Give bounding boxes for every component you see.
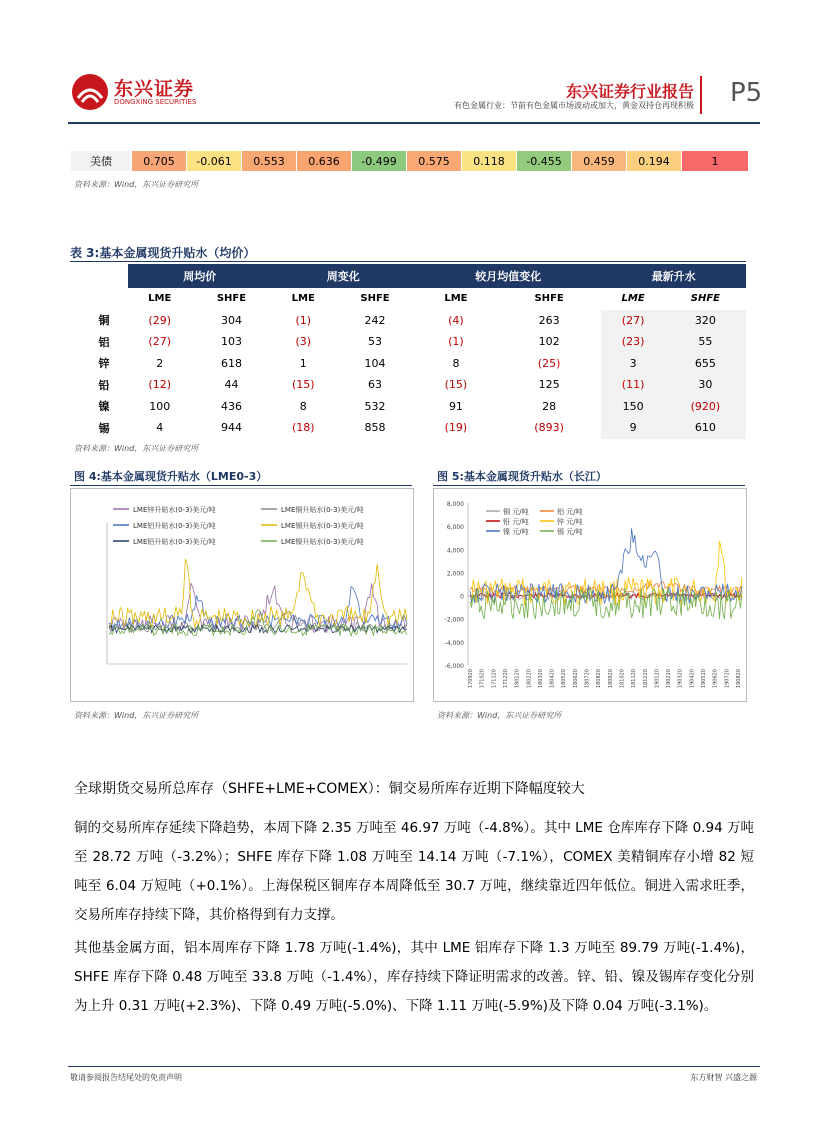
x-tick-label: 181220 <box>642 669 649 689</box>
table-row <box>80 396 746 418</box>
x-tick-label: 171120 <box>491 669 498 689</box>
table-cell: 2 <box>156 356 164 370</box>
y-tick-label: -2,000 <box>444 616 464 624</box>
y-tick-label: 6,000 <box>446 524 464 532</box>
table-cell: (23) <box>601 331 664 353</box>
table-cell: (12) <box>148 378 172 392</box>
table-cell: 63 <box>368 378 383 392</box>
table-title-rule <box>70 261 746 262</box>
table-cell: (893) <box>534 421 564 435</box>
table-cell: 610 <box>665 417 746 439</box>
sub-header: SHFE <box>216 293 247 305</box>
legend-label: 铜 元/吨 <box>503 508 529 516</box>
x-tick-label: 180120 <box>514 669 521 689</box>
table-cell: (4) <box>448 313 464 327</box>
table-cell: 103 <box>220 335 242 349</box>
x-tick-label: 171220 <box>502 669 509 689</box>
x-tick-label: 171020 <box>479 669 486 689</box>
corr-cell: 0.636 <box>297 151 352 172</box>
y-tick-label: 4,000 <box>446 547 464 555</box>
table-cell: (11) <box>601 374 664 396</box>
table-cell: 100 <box>149 399 171 413</box>
x-tick-label: 170920 <box>468 669 474 689</box>
legend-label: LME锌升贴水(0-3)美元/吨 <box>133 506 216 514</box>
sub-header: SHFE <box>690 293 721 305</box>
table-cell: 242 <box>364 313 386 327</box>
sub-header: SHFE <box>360 293 390 305</box>
corr-cell: 0.118 <box>462 151 517 172</box>
table-cell: (1) <box>448 335 464 349</box>
legend-label: 锡 元/吨 <box>557 528 583 536</box>
corr-cell: 0.194 <box>627 151 682 172</box>
x-tick-label: 180420 <box>549 669 556 689</box>
paragraph-other-metals: 其他基金属方面，铝本周库存下降 1.78 万吨(-1.4%)，其中 LME 铝库存下降 1.3 万吨至 89.79 万吨(-1.4%)，SHFE 库存下降 0.48 万吨至 33.8 万吨（-1.4%），库存持续下降证明需求的改善。锌、铅、镍及锡库存变化分别为上升 0.31 万吨(+2.3%)、下降 0.49 万吨(-5.0%)、下降 1.11 万吨(-5.9%)及下降 0.04 万吨(-3.1%)。 <box>74 940 754 1014</box>
table-cell: 102 <box>538 335 560 349</box>
source-note: 资料来源：Wind，东兴证券研究所 <box>74 444 199 453</box>
sub-header: LME <box>621 293 645 305</box>
corr-cell: -0.455 <box>517 151 572 172</box>
logo-icon <box>72 74 108 110</box>
table-cell: 3 <box>601 353 664 375</box>
table-cell: (27) <box>601 310 664 332</box>
table-cell: 618 <box>220 356 242 370</box>
table-cell: 150 <box>601 396 664 418</box>
legend-label: 铅 元/吨 <box>503 518 529 526</box>
table-cell: (1) <box>295 313 312 327</box>
chart-changjiang-premium <box>433 488 747 702</box>
legend-label: LME锡升贴水(0-3)美元/吨 <box>281 522 364 530</box>
table-cell: 8 <box>452 356 460 370</box>
corr-cell: 0.575 <box>407 151 462 172</box>
table-cell: 4 <box>156 421 164 435</box>
table-cell: 263 <box>538 313 560 327</box>
corr-cell: 0.553 <box>242 151 297 172</box>
table-cell: 1 <box>299 356 307 370</box>
sub-header: LME <box>148 293 172 305</box>
x-tick-label: 190720 <box>724 669 731 689</box>
x-tick-label: 190120 <box>654 669 661 689</box>
row-label: 美债 <box>71 151 132 172</box>
y-tick-label: -6,000 <box>444 663 464 670</box>
x-tick-label: 181020 <box>619 669 626 689</box>
x-tick-label: 180620 <box>572 669 579 689</box>
series-line <box>109 559 407 628</box>
table-cell: 30 <box>665 374 746 396</box>
corr-cell: -0.499 <box>352 151 407 172</box>
legend-label: LME铝升贴水(0-3)美元/吨 <box>133 522 216 530</box>
table-cell: 53 <box>368 335 383 349</box>
table-cell: 55 <box>665 331 746 353</box>
x-tick-label: 190620 <box>712 669 719 689</box>
corr-cell: 0.459 <box>572 151 627 172</box>
table-cell: (29) <box>148 313 172 327</box>
x-tick-label: 190420 <box>689 669 696 689</box>
group-header: 最新升水 <box>601 264 746 288</box>
table-row <box>80 331 746 353</box>
chart-title: 图 5:基本金属现货升贴水（长江） <box>437 470 607 483</box>
chart-title-rule <box>433 485 745 486</box>
row-metal-name: 铅 <box>98 378 110 392</box>
source-note: 资料来源：Wind，东兴证券研究所 <box>437 711 562 720</box>
footer-disclaimer: 敬请参阅报告结尾处的免责声明 <box>70 1073 182 1082</box>
legend-label: LME镍升贴水(0-3)美元/吨 <box>281 538 364 546</box>
chart-lme-premium <box>70 488 414 702</box>
sub-header: LME <box>291 293 315 305</box>
row-metal-name: 铜 <box>98 314 110 328</box>
row-metal-name: 锌 <box>98 357 110 371</box>
logo-subtext: DONGXING SECURITIES <box>114 98 197 106</box>
group-header: 较月均值变化 <box>415 264 601 288</box>
x-tick-label: 180320 <box>537 669 544 689</box>
table-row <box>80 374 746 396</box>
group-header: 周变化 <box>272 264 416 288</box>
x-tick-label: 190520 <box>701 669 708 689</box>
table-cell: (18) <box>291 421 315 435</box>
footer-slogan: 东方财智 兴盛之源 <box>690 1073 757 1082</box>
x-tick-label: 190220 <box>666 669 673 689</box>
section-heading: 全球期货交易所总库存（SHFE+LME+COMEX）：铜交易所库存近期下降幅度较大 <box>74 781 585 797</box>
premium-table <box>80 264 746 439</box>
table-cell: 532 <box>364 399 386 413</box>
page-number: P5 <box>730 78 763 108</box>
table-cell: 436 <box>220 399 242 413</box>
table-cell: 304 <box>220 313 242 327</box>
table-cell: (920) <box>665 396 746 418</box>
table-cell: (3) <box>295 335 312 349</box>
row-metal-name: 锡 <box>98 421 110 435</box>
table-cell: 655 <box>665 353 746 375</box>
y-tick-label: 8,000 <box>446 501 464 508</box>
x-tick-label: 180520 <box>561 669 568 689</box>
footer-rule <box>68 1066 760 1067</box>
table-cell: 28 <box>542 399 557 413</box>
x-tick-label: 190320 <box>677 669 684 689</box>
table-row <box>80 353 746 375</box>
header-divider <box>700 76 702 114</box>
x-tick-label: 180820 <box>596 669 603 689</box>
table-cell: 320 <box>665 310 746 332</box>
table-cell: 944 <box>220 421 242 435</box>
source-note: 资料来源：Wind，东兴证券研究所 <box>74 180 199 189</box>
table-cell: 44 <box>224 378 239 392</box>
x-tick-label: 180920 <box>607 669 614 689</box>
table-cell: (25) <box>537 356 561 370</box>
row-metal-name: 镍 <box>98 400 110 414</box>
x-tick-label: 181120 <box>631 669 638 689</box>
row-metal-name: 铝 <box>98 335 110 349</box>
x-tick-label: 190820 <box>736 669 742 689</box>
y-tick-label: -4,000 <box>444 639 464 647</box>
table-row <box>80 417 746 439</box>
legend-label: LME铅升贴水(0-3)美元/吨 <box>133 538 216 546</box>
table-cell: (27) <box>148 335 172 349</box>
x-tick-label: 180220 <box>526 669 533 689</box>
table-cell: (15) <box>291 378 315 392</box>
report-title: 东兴证券行业报告 <box>565 82 694 101</box>
table-cell: (19) <box>444 421 468 435</box>
sub-header: SHFE <box>534 293 564 305</box>
table-cell: (15) <box>444 378 468 392</box>
table-row <box>80 310 746 332</box>
logo-text: 东兴证券 <box>114 78 195 100</box>
correlation-row-table <box>70 150 749 172</box>
table-cell: 125 <box>538 378 560 392</box>
chart-lme-svg <box>71 489 413 701</box>
table-cell: 858 <box>364 421 386 435</box>
sub-header: LME <box>444 293 468 305</box>
y-tick-label: 0 <box>460 593 464 601</box>
corr-cell: 1 <box>682 151 749 172</box>
legend-label: 镍 元/吨 <box>503 528 529 536</box>
table-cell: 8 <box>299 399 307 413</box>
corr-cell: 0.705 <box>132 151 187 172</box>
table-title: 表 3:基本金属现货升贴水（均价） <box>70 246 256 260</box>
chart-title: 图 4:基本金属现货升贴水（LME0-3） <box>74 470 268 483</box>
table-cell: 9 <box>601 417 664 439</box>
source-note: 资料来源：Wind，东兴证券研究所 <box>74 711 199 720</box>
group-header: 周均价 <box>128 264 272 288</box>
legend-label: LME铜升贴水(0-3)美元/吨 <box>281 506 364 514</box>
table-cell: 104 <box>364 356 386 370</box>
paragraph-copper-inventory: 铜的交易所库存延续下降趋势，本周下降 2.35 万吨至 46.97 万吨（-4.8%）。其中 LME 仓库库存下降 0.94 万吨至 28.72 万吨（-3.2%）；SHFE 库存下降 1.08 万吨至 14.14 万吨（-7.1%），COMEX 美精铜库存小增 82 短吨至 6.04 万短吨（+0.1%）。上海保税区铜库存本周降低至 30.7 万吨，继续靠近四年低位。铜进入需求旺季，交易所库存持续下降，其价格得到有力支撑。 <box>74 820 754 923</box>
chart-title-rule <box>70 485 412 486</box>
chart-changjiang-svg <box>434 489 746 701</box>
table-cell: 91 <box>448 399 463 413</box>
y-tick-label: 2,000 <box>446 570 464 578</box>
report-subtitle: 有色金属行业：节前有色金属市场波动或加大，黄金双持仓再现积极 <box>454 101 694 110</box>
legend-label: 铝 元/吨 <box>557 508 583 516</box>
x-tick-label: 180720 <box>584 669 591 689</box>
header-rule <box>68 122 760 124</box>
corr-cell: -0.061 <box>187 151 242 172</box>
legend-label: 锌 元/吨 <box>557 518 583 526</box>
